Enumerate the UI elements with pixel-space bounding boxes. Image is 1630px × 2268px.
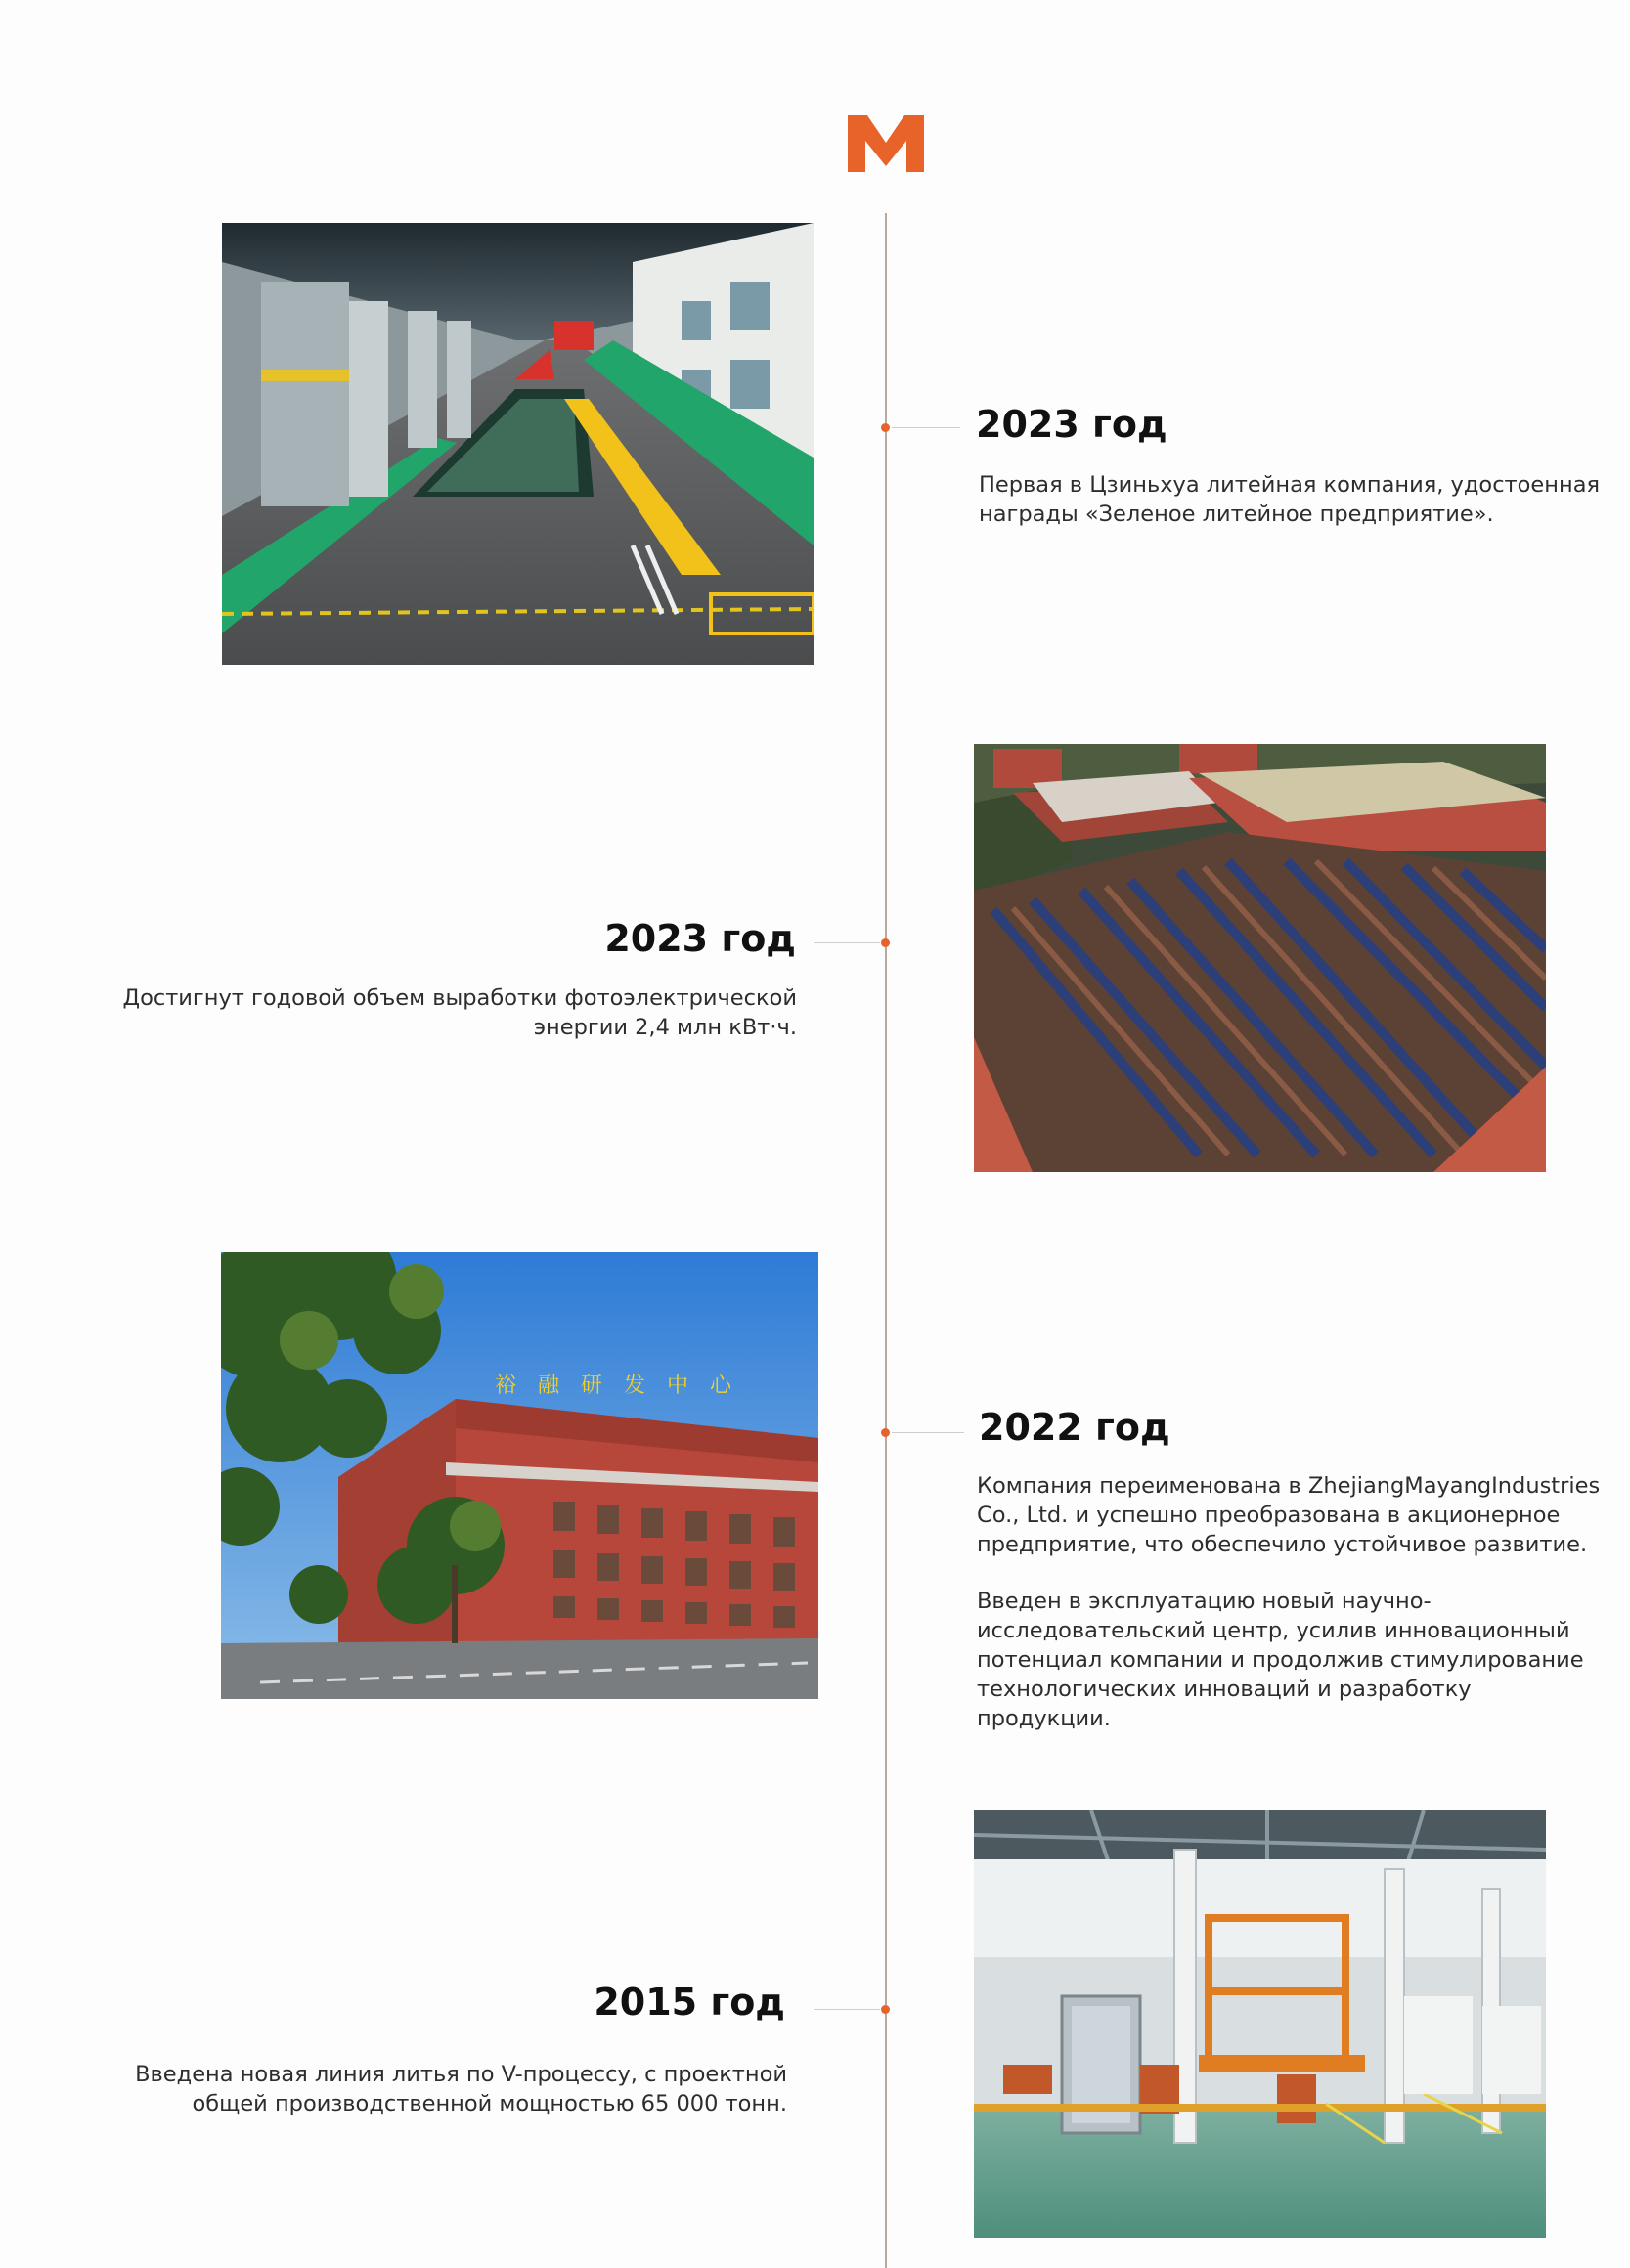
entry-paragraph: Первая в Цзиньхуа литейная компания, удостоенная награды «Зеленое литейное предприятие». <box>979 472 1601 527</box>
timeline-dot <box>881 938 890 947</box>
entry-description <box>977 1471 1603 1761</box>
timeline-line <box>885 213 887 2268</box>
entry-paragraph: Компания переименована в ZhejiangMayangIndustries Co., Ltd. и успешно преобразована в акционерное предприятие, что обеспечило устойчивое развитие. <box>977 1473 1601 1557</box>
solar-roof-photo <box>974 744 1546 1172</box>
timeline-connector <box>892 1432 964 1433</box>
rd-center-building-photo <box>221 1252 818 1699</box>
entry-description <box>83 2060 787 2146</box>
year-heading: 2023 год <box>976 403 1167 446</box>
year-heading: 2023 год <box>604 917 796 960</box>
entry-paragraph: Достигнут годовой объем выработки фотоэлектрической энергии 2,4 млн кВт·ч. <box>122 985 797 1040</box>
entry-description <box>93 983 797 1069</box>
timeline-connector <box>814 942 880 943</box>
entry-paragraph: Введена новая линия литья по V-процессу, с проектной общей производственной мощностью 65 000 тонн. <box>135 2062 787 2116</box>
timeline-dot <box>881 423 890 432</box>
timeline-connector <box>892 427 960 428</box>
timeline-dot <box>881 2005 890 2014</box>
foundry-hall-photo <box>222 223 814 665</box>
company-logo-icon <box>848 115 924 172</box>
entry-paragraph: Введен в эксплуатацию новый научно-исследовательский центр, усилив инновационный потенциал компании и продолжив стимулирование технологических инноваций и разработку продукции. <box>977 1589 1584 1731</box>
entry-description <box>979 470 1605 556</box>
year-heading: 2022 год <box>979 1406 1170 1449</box>
building-sign: 裕融研发中心 <box>495 1374 754 1398</box>
year-heading: 2015 год <box>594 1981 785 2024</box>
timeline-dot <box>881 1428 890 1437</box>
timeline-connector <box>814 2009 880 2010</box>
v-process-line-photo <box>974 1810 1546 2238</box>
